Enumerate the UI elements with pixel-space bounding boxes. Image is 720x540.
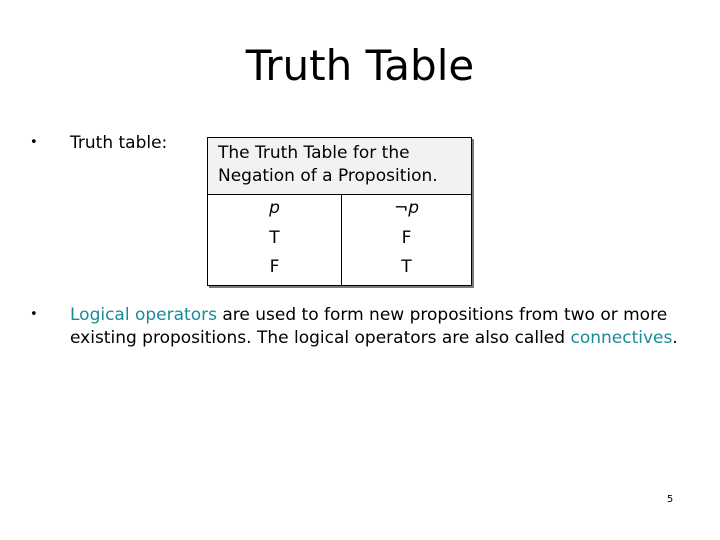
bullet-end-punctuation: . [672,328,678,348]
table-cell: T [269,228,280,248]
negation-truth-table [207,137,472,286]
table-row [208,256,471,282]
truth-table-caption [208,138,471,195]
page-number: 5 [666,494,674,505]
table-row [208,227,471,253]
term-connectives: connectives [570,328,673,348]
table-header-row [208,197,471,223]
slide-title: Truth Table [245,41,475,90]
bullet-marker: • [30,307,38,322]
bullet-logical-operators [70,304,690,350]
term-logical-operators: Logical operators [70,305,217,325]
caption-line-1: The Truth Table for the [218,143,410,163]
bullet-truth-table-label: Truth table: [70,133,168,153]
header-cell-not-p: ¬p [393,198,420,218]
table-cell: F [401,228,412,248]
table-cell: F [269,257,280,277]
truth-table-grid [208,195,471,285]
table-cell: T [401,257,412,277]
bullet-marker: • [30,135,38,150]
header-cell-p: p [269,198,280,218]
bullet-body-text: are used to form new propositions from two or more existing propositions. The logical operators are also called [70,305,668,348]
caption-line-2: Negation of a Proposition. [218,166,438,186]
